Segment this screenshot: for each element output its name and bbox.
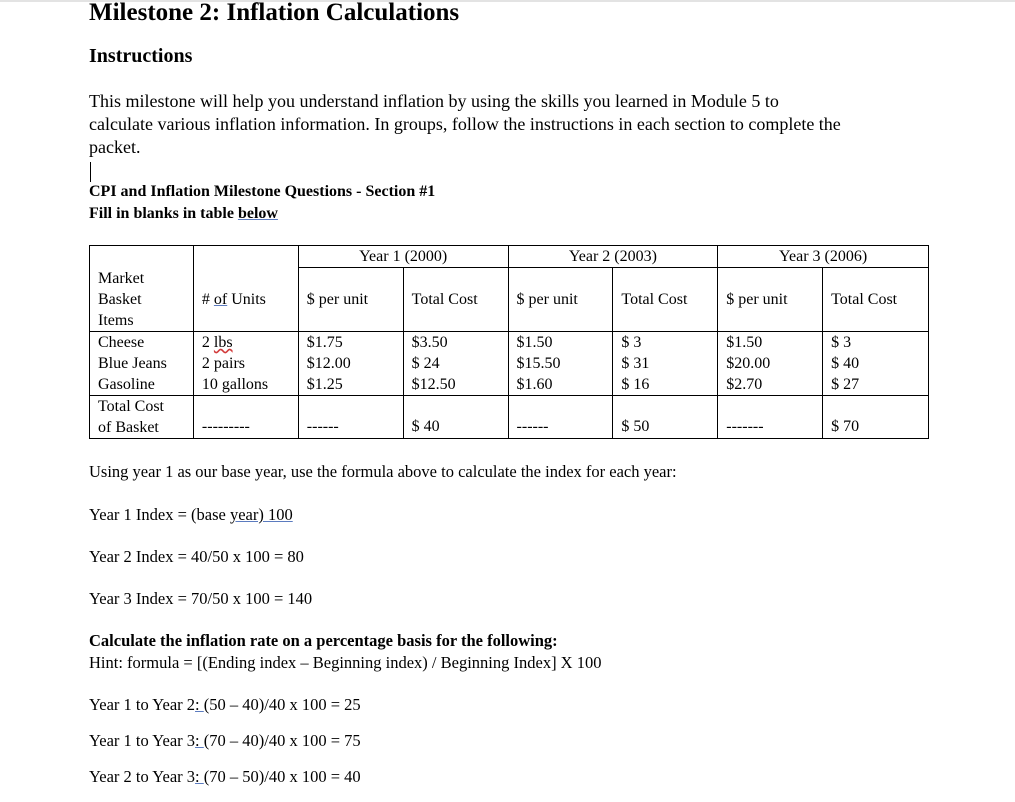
total-y3-total-cell: $ 70 <box>823 396 929 439</box>
y3-total-cell: $ 27 <box>823 374 929 396</box>
page-title: Milestone 2: Inflation Calculations <box>89 0 460 26</box>
hint-line: Hint: formula = [(Ending index – Beginning index) / Beginning Index] X 100 <box>89 653 602 672</box>
intro-line-1: This milestone will help you understand inflation by using the skills you learned in Module 5 to <box>89 91 779 111</box>
spelling-flag[interactable]: lbs <box>213 334 233 351</box>
y3-total-cell: $ 40 <box>823 353 929 374</box>
y2-total-cell: $ 31 <box>613 353 718 374</box>
intro-line-2: calculate various inflation information. In groups, follow the instructions in each section to complete the <box>89 114 841 134</box>
units-header: # of Units <box>193 268 298 332</box>
rate-link[interactable]: : <box>195 695 204 714</box>
year1-index: Year 1 Index = (base year) 100 <box>89 505 293 524</box>
item-cell: Cheese <box>90 332 194 354</box>
units-cell: 2 pairs <box>193 353 298 374</box>
table-row <box>90 353 929 374</box>
total-row <box>90 396 929 439</box>
y3-total-cell: $ 3 <box>823 332 929 354</box>
total-y1-unit-cell: ------ <box>298 396 403 439</box>
year3-header: Year 3 (2006) <box>718 246 929 268</box>
year-header-row <box>90 246 929 268</box>
y1-per-unit-cell: $12.00 <box>298 353 403 374</box>
y1-per-unit-cell: $1.75 <box>298 332 403 354</box>
fill-link[interactable]: below <box>237 205 278 222</box>
fill-instruction <box>89 205 278 223</box>
fill-prefix: Fill in blanks in table <box>89 205 238 222</box>
total-y1-total-cell: $ 40 <box>403 396 508 439</box>
y3-total-header: Total Cost <box>823 268 929 332</box>
y2-per-unit-cell: $1.60 <box>508 374 613 396</box>
text-cursor[interactable] <box>90 162 91 182</box>
y2-total-header: Total Cost <box>613 268 718 332</box>
intro-paragraph <box>89 90 934 159</box>
rate-link[interactable]: : <box>195 731 204 750</box>
year2-header: Year 2 (2003) <box>508 246 718 268</box>
y1-per-unit-header: $ per unit <box>298 268 403 332</box>
blank-header-cell <box>90 246 194 268</box>
total-y3-unit-cell: ------- <box>718 396 823 439</box>
y2-per-unit-header: $ per unit <box>508 268 613 332</box>
table-row <box>90 332 929 354</box>
y1-per-unit-cell: $1.25 <box>298 374 403 396</box>
total-y2-unit-cell: ------ <box>508 396 613 439</box>
y2-per-unit-cell: $1.50 <box>508 332 613 354</box>
intro-line-3: packet. <box>89 137 141 157</box>
instructions-heading: Instructions <box>89 45 193 67</box>
y3-per-unit-header: $ per unit <box>718 268 823 332</box>
year2-index: Year 2 Index = 40/50 x 100 = 80 <box>89 547 304 566</box>
y1-total-header: Total Cost <box>403 268 508 332</box>
y1-total-cell: $12.50 <box>403 374 508 396</box>
total-units-cell: --------- <box>193 396 298 439</box>
units-cell: 2 lbs <box>193 332 298 354</box>
rate-line: Year 1 to Year 2: (50 – 40)/40 x 100 = 25 <box>89 695 361 714</box>
y3-per-unit-cell: $20.00 <box>718 353 823 374</box>
item-cell: Gasoline <box>90 374 194 396</box>
y1-total-cell: $3.50 <box>403 332 508 354</box>
y3-per-unit-cell: $1.50 <box>718 332 823 354</box>
rate-line: Year 1 to Year 3: (70 – 40)/40 x 100 = 75 <box>89 731 361 750</box>
y3-per-unit-cell: $2.70 <box>718 374 823 396</box>
y2-per-unit-cell: $15.50 <box>508 353 613 374</box>
rate-link[interactable]: : <box>195 767 204 786</box>
base-year-note: Using year 1 as our base year, use the formula above to calculate the index for each year: <box>89 462 677 481</box>
rate-line: Year 2 to Year 3: (70 – 50)/40 x 100 = 40 <box>89 767 361 786</box>
column-header-row <box>90 268 929 332</box>
inflation-heading: Calculate the inflation rate on a percentage basis for the following: <box>89 631 558 650</box>
year3-index: Year 3 Index = 70/50 x 100 = 140 <box>89 589 313 608</box>
units-cell: 10 gallons <box>193 374 298 396</box>
y2-total-cell: $ 16 <box>613 374 718 396</box>
y2-total-cell: $ 3 <box>613 332 718 354</box>
market-basket-table <box>89 245 929 439</box>
year1-index-link[interactable]: year) 100 <box>229 505 293 524</box>
total-y2-total-cell: $ 50 <box>613 396 718 439</box>
total-label-cell: Total Cost of Basket <box>90 396 194 439</box>
item-cell: Blue Jeans <box>90 353 194 374</box>
blank-header-cell <box>193 246 298 268</box>
table-row <box>90 374 929 396</box>
y1-total-cell: $ 24 <box>403 353 508 374</box>
year1-header: Year 1 (2000) <box>298 246 508 268</box>
items-header: Market Basket Items <box>90 268 194 332</box>
section-title: CPI and Inflation Milestone Questions - Section #1 <box>89 183 436 200</box>
